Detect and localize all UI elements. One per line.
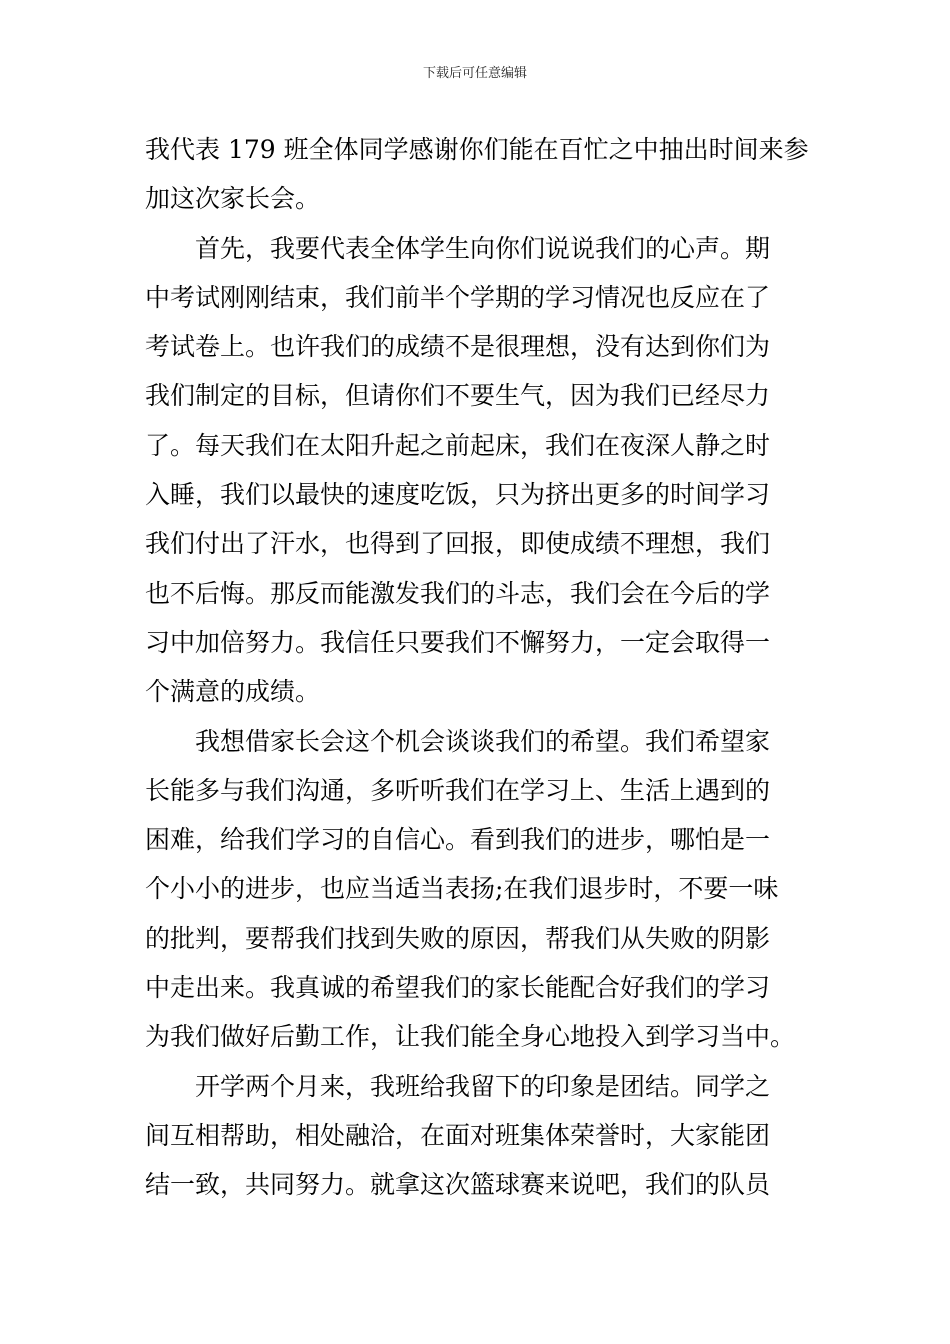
text-line: 中考试刚刚结束，我们前半个学期的学习情况也反应在了 (145, 282, 771, 312)
text-line: 加这次家长会。 (145, 184, 321, 214)
text-line: 习中加倍努力。我信任只要我们不懈努力，一定会取得一 (145, 627, 771, 657)
text-line: 入睡，我们以最快的速度吃饭，只为挤出更多的时间学习 (145, 480, 771, 510)
text-line: 考试卷上。也许我们的成绩不是很理想，没有达到你们为 (145, 332, 771, 362)
text-line: 我们制定的目标，但请你们不要生气，因为我们已经尽力 (145, 381, 771, 411)
text-line: 个小小的进步，也应当适当表扬;在我们退步时，不要一味 (145, 874, 779, 904)
text-line: 了。每天我们在太阳升起之前起床，我们在夜深人静之时 (145, 430, 771, 460)
text-line: 为我们做好后勤工作，让我们能全身心地投入到学习当中。 (145, 1022, 796, 1052)
text-line: 结一致，共同努力。就拿这次篮球赛来说吧，我们的队员 (145, 1170, 771, 1200)
text-line: 我代表 179 班全体同学感谢你们能在百忙之中抽出时间来参 (145, 135, 809, 164)
document-body (145, 125, 809, 1210)
text-line: 开学两个月来，我班给我留下的印象是团结。同学之 (195, 1071, 771, 1101)
text-line: 我想借家长会这个机会谈谈我们的希望。我们希望家 (195, 726, 771, 756)
text-line: 也不后悔。那反而能激发我们的斗志，我们会在今后的学 (145, 578, 771, 608)
text-line: 的批判，要帮我们找到失败的原因，帮我们从失败的阴影 (145, 923, 771, 953)
text-line: 困难，给我们学习的自信心。看到我们的进步，哪怕是一 (145, 825, 771, 855)
text-line: 个满意的成绩。 (145, 677, 321, 707)
page-header: 下载后可任意编辑 (422, 66, 527, 81)
text-line: 间互相帮助，相处融洽，在面对班集体荣誉时，大家能团 (145, 1120, 771, 1150)
text-line: 中走出来。我真诚的希望我们的家长能配合好我们的学习 (145, 973, 771, 1003)
text-line: 长能多与我们沟通，多听听我们在学习上、生活上遇到的 (145, 775, 771, 805)
text-line: 我们付出了汗水，也得到了回报，即使成绩不理想，我们 (145, 529, 771, 559)
text-line: 首先，我要代表全体学生向你们说说我们的心声。期 (195, 233, 771, 263)
